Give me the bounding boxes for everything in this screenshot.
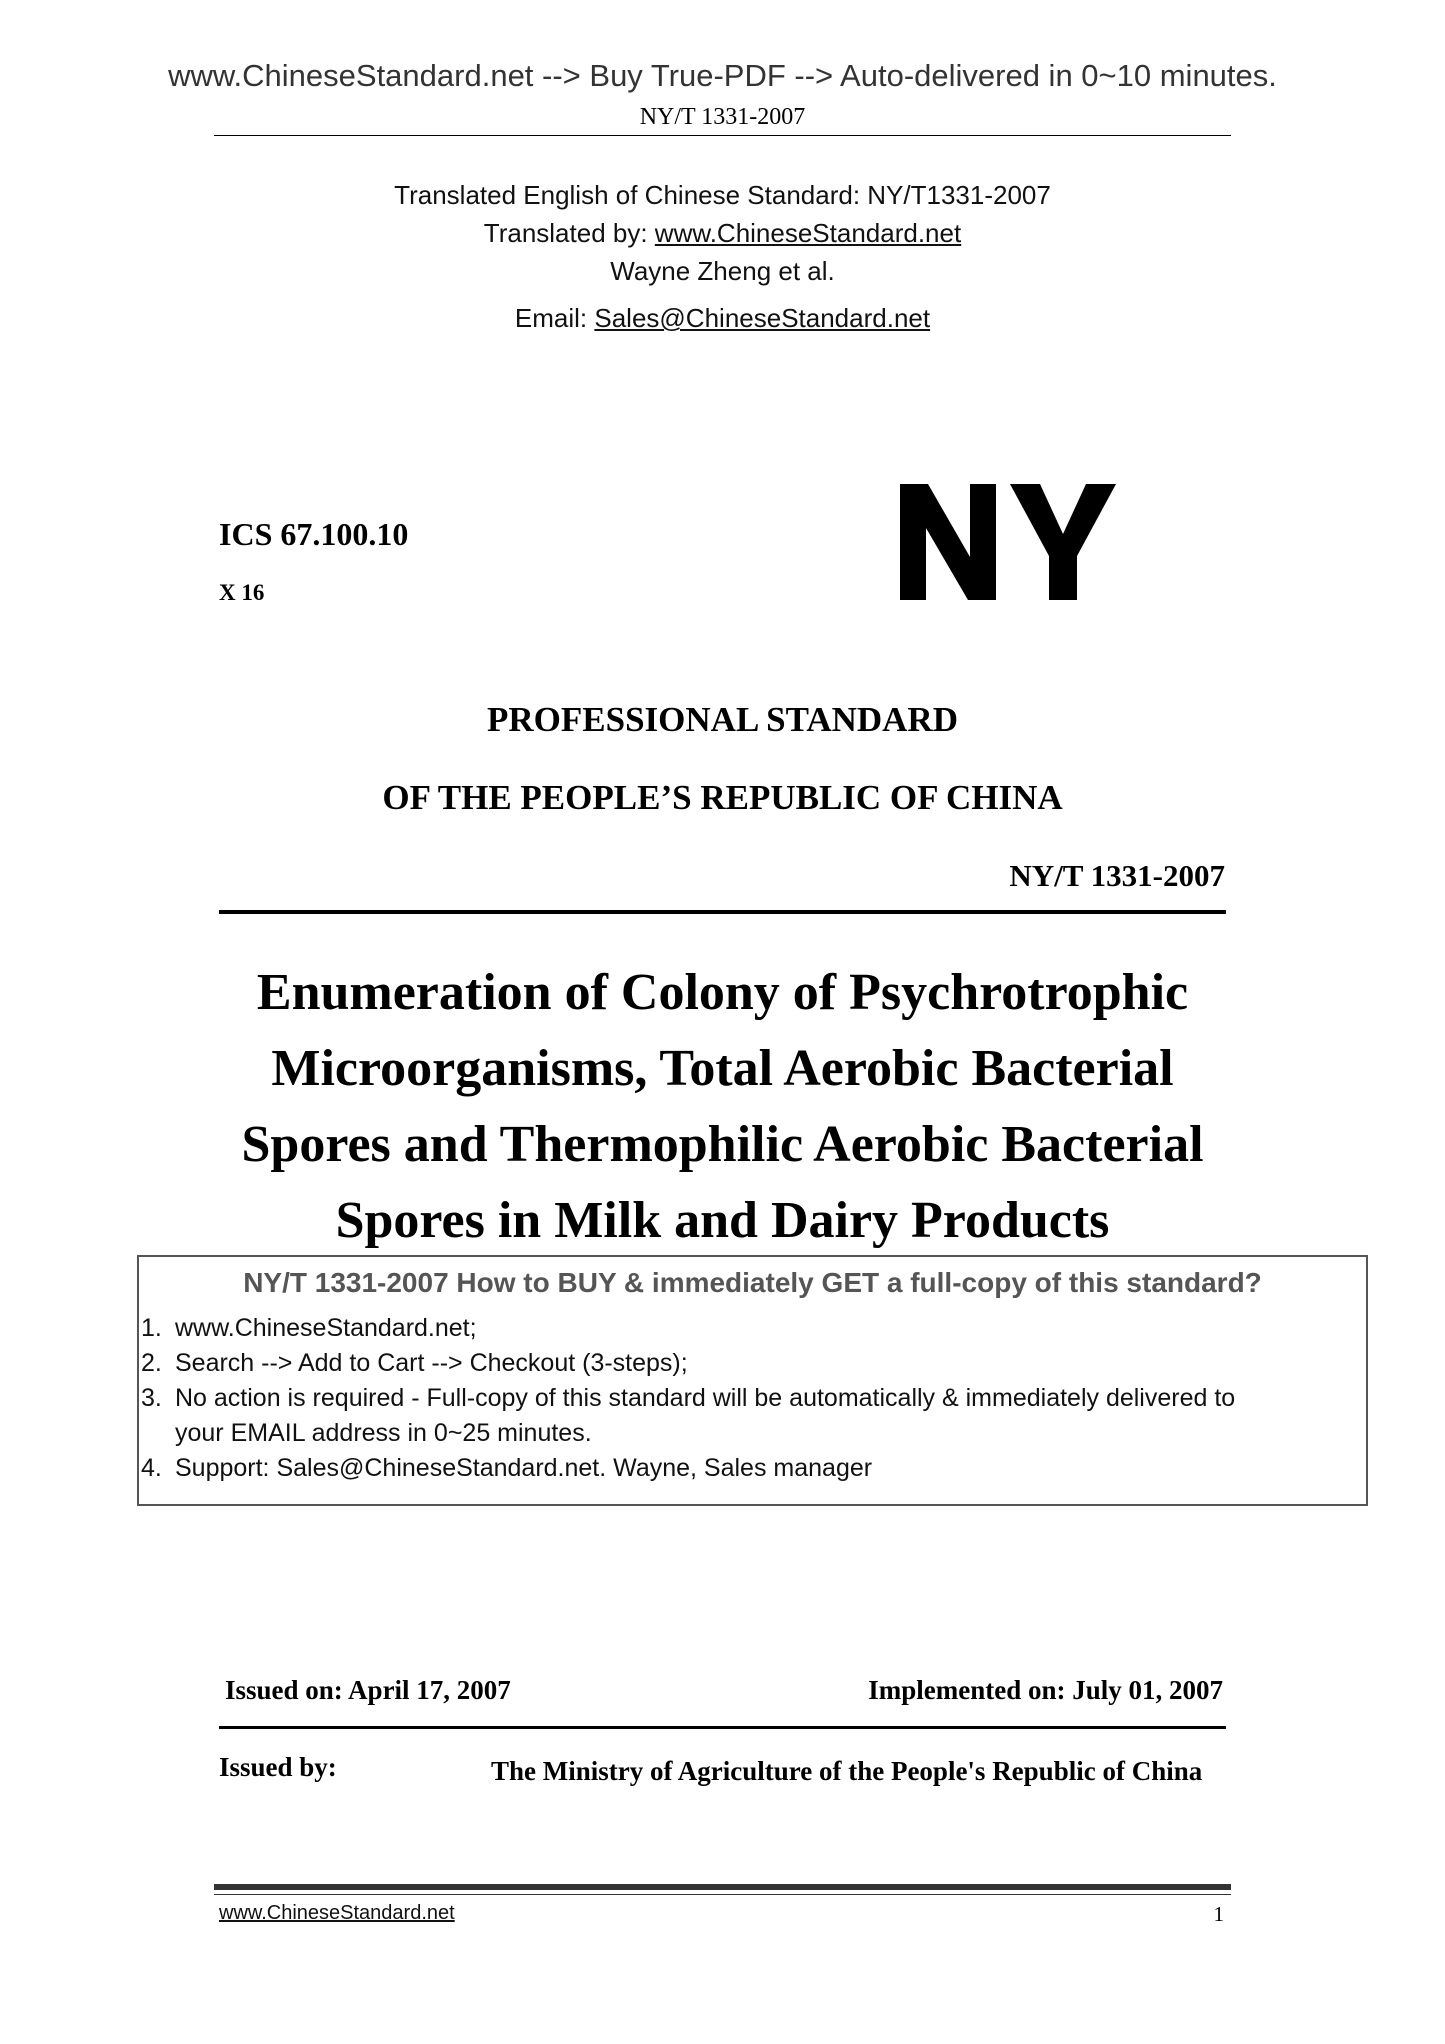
purchase-steps-list (139, 1311, 1235, 1486)
purchase-info-box (137, 1255, 1368, 1506)
ny-logo-letter-y (1010, 484, 1116, 600)
translated-by-line (0, 214, 1445, 252)
translation-title: Translated English of Chinese Standard: NY/T1331-2007 (394, 180, 1051, 210)
standard-number: NY/T 1331-2007 (1009, 858, 1225, 893)
list-item-number: 1. (141, 1314, 162, 1342)
page-number: 1 (1213, 1902, 1224, 1926)
list-item-continuation (139, 1416, 1235, 1451)
implemented-on-date: Implemented on: July 01, 2007 (868, 1675, 1223, 1705)
title-line-1: Enumeration of Colony of Psychrotrophic (256, 964, 1189, 1021)
footer-divider-thick (214, 1884, 1231, 1890)
list-item (139, 1451, 1235, 1486)
title-line-3: Spores and Thermophilic Aerobic Bacterial (241, 1116, 1204, 1173)
translators: Wayne Zheng et al. (610, 256, 835, 286)
list-item-text: www.ChineseStandard.net; (175, 1314, 477, 1342)
email-line (0, 299, 1445, 337)
x-classification-code: X 16 (219, 580, 265, 605)
running-header-code: NY/T 1331-2007 (639, 104, 806, 130)
list-item-number: 2. (141, 1349, 162, 1377)
header-divider (214, 135, 1231, 136)
list-item (139, 1311, 1235, 1346)
title-divider (219, 910, 1226, 914)
ics-code: ICS 67.100.10 (219, 516, 409, 552)
ny-logo-letter-n (900, 484, 996, 600)
list-item-text: Support: Sales@ChineseStandard.net. Wayne, Sales manager (175, 1454, 873, 1482)
list-item-number: 3. (141, 1384, 162, 1412)
purchase-heading: NY/T 1331-2007 How to BUY & immediately GET a full-copy of this standard? (243, 1267, 1262, 1298)
title-line-2: Microorganisms, Total Aerobic Bacterial (271, 1040, 1174, 1097)
footer-divider-thin (214, 1894, 1231, 1895)
issued-on-date: Issued on: April 17, 2007 (225, 1675, 511, 1705)
list-item-text: Search --> Add to Cart --> Checkout (3-steps); (175, 1349, 688, 1377)
top-banner: www.ChineseStandard.net --> Buy True-PDF --> Auto-delivered in 0~10 minutes. (168, 58, 1277, 93)
list-item-text: your EMAIL address in 0~25 minutes. (175, 1419, 592, 1447)
email-link[interactable]: Sales@ChineseStandard.net (594, 303, 931, 333)
issue-divider (219, 1726, 1226, 1729)
document-title (0, 955, 1445, 1259)
list-item (139, 1346, 1235, 1381)
email-label: Email: (514, 303, 595, 333)
translated-by-label: Translated by: (483, 218, 655, 248)
list-item-number: 4. (141, 1454, 162, 1482)
translator-site-link[interactable]: www.ChineseStandard.net (654, 218, 962, 248)
footer-site-link[interactable]: www.ChineseStandard.net (219, 1902, 455, 1924)
translation-info (0, 176, 1445, 337)
list-item-text: No action is required - Full-copy of this standard will be automatically & immediately delivered to (175, 1384, 1236, 1412)
standard-type-line1: PROFESSIONAL STANDARD (487, 700, 958, 739)
issued-by-value: The Ministry of Agriculture of the People's Republic of China (491, 1756, 1203, 1786)
standard-type-line2: OF THE PEOPLE’S REPUBLIC OF CHINA (382, 778, 1063, 817)
list-item (139, 1381, 1235, 1416)
ny-logo-icon (900, 482, 1122, 602)
issued-by-label: Issued by: (219, 1752, 337, 1782)
title-line-4: Spores in Milk and Dairy Products (335, 1192, 1110, 1249)
